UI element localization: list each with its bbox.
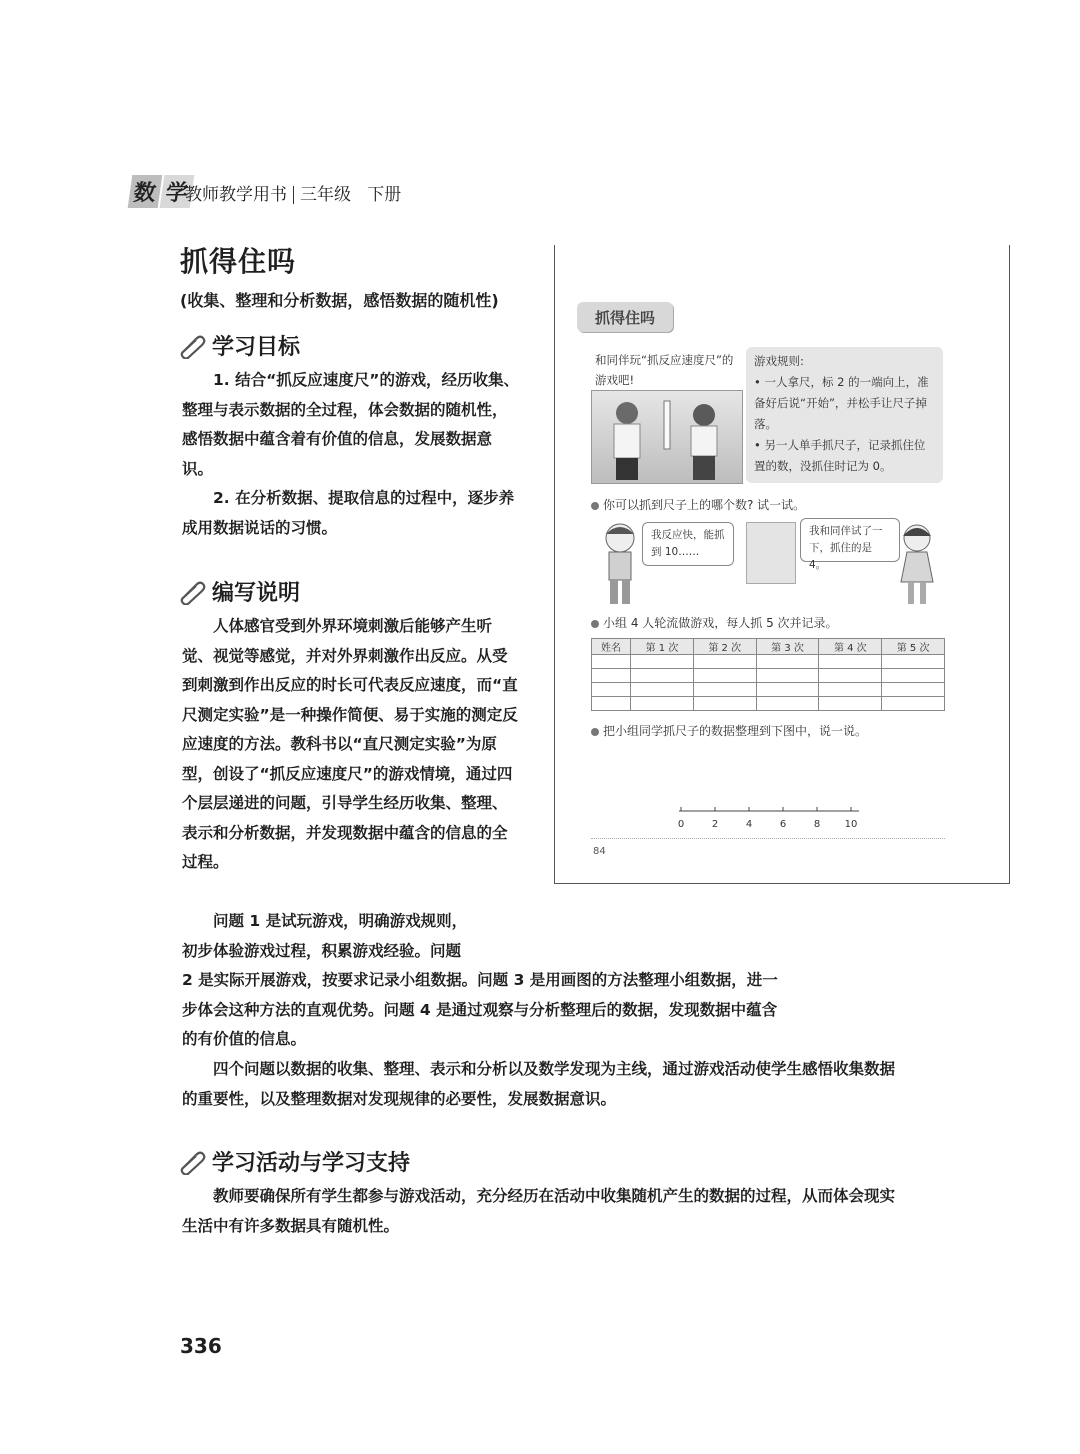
notes-paragraph-1: 人体感官受到外界环境刺激后能够产生听觉、视觉等感觉，并对外界刺激作出反应。从受到刺激到作出反应的时长可代表反应速度，而“直尺测定实验”是一种操作简便、易于实施的测定反应速度的方法。教科书以“直尺测定实验”为原型，创设了“抓反应速度尺”的游戏情境，通过四个层层递进的问题，引导学生经历收集、整理、表示和分析数据，并发现数据中蕴含的信息的全过程。 [182, 617, 518, 871]
table-row [592, 683, 945, 697]
col-header: 第 3 次 [756, 639, 819, 655]
question-2-text: 小组 4 人轮流做游戏，每人抓 5 次并记录。 [603, 616, 838, 630]
rule-1: • 一人拿尺，标 2 的一端向上，准备好后说“开始”，并松手让尺子掉落。 [754, 375, 929, 431]
logo-char-2: 学 [160, 175, 195, 208]
running-header [185, 180, 401, 205]
children-illustration [592, 391, 742, 483]
ruler-illustration [746, 522, 796, 584]
goals-heading-text: 学习目标 [212, 335, 301, 360]
boy-speech-bubble: 我反应快，能抓到 10…… [642, 522, 734, 566]
notes-heading-text: 编写说明 [212, 581, 301, 606]
col-header: 第 1 次 [631, 639, 694, 655]
notes-p2-line-1: 问题 1 是试玩游戏，明确游戏规则， [213, 912, 468, 930]
notes-p2-line-3: 2 是实际开展游戏，按要求记录小组数据。问题 3 是用画图的方法整理小组数据，进一 [182, 971, 778, 989]
girl-speech-bubble: 我和同伴试了一下，抓住的是 4。 [800, 518, 900, 562]
rule-2: • 另一人单手抓尺子，记录抓住位置的数，没抓住时记为 0。 [754, 438, 926, 473]
axis-tick-label: 4 [745, 819, 753, 830]
record-table [591, 638, 945, 711]
question-1-text: 你可以抓到尺子上的哪个数? 试一试。 [603, 498, 806, 512]
paperclip-icon [178, 579, 208, 605]
notes-p2-line-2: 初步体验游戏过程，积累游戏经验。问题 [182, 941, 462, 960]
table-row [592, 697, 945, 711]
table-row [592, 655, 945, 669]
number-line [675, 800, 865, 834]
notes-paragraph-3: 四个问题以数据的收集、整理、表示和分析以及数学发现为主线，通过游戏活动使学生感悟收集数据的重要性，以及整理数据对发现规律的必要性，发展数据意识。 [182, 1060, 896, 1108]
axis-tick-label: 10 [844, 819, 858, 830]
logo-char-1: 数 [128, 175, 163, 208]
bullet-dot [591, 728, 599, 736]
header-divider [293, 186, 294, 204]
page-number: 336 [180, 1334, 222, 1358]
number-line-ticks [678, 807, 858, 830]
bullet-dot [591, 620, 599, 628]
notes-heading [178, 576, 300, 607]
bullet-dot [591, 502, 599, 510]
lesson-title: 抓得住吗 [180, 245, 297, 278]
notes-p2-line-4: 步体会这种方法的直观优势。问题 4 是通过观察与分析整理后的数据，发现数据中蕴含 [182, 1000, 778, 1019]
activities-heading [178, 1146, 410, 1177]
girl-cartoon [895, 520, 940, 610]
rules-title: 游戏规则: [754, 354, 804, 368]
col-header: 第 5 次 [882, 639, 945, 655]
goal-item-2: 2. 在分析数据、提取信息的过程中，逐步养成用数据说话的习惯。 [182, 489, 515, 537]
col-header: 第 2 次 [693, 639, 756, 655]
axis-tick-label: 2 [711, 819, 719, 830]
question-3-text: 把小组同学抓尺子的数据整理到下图中，说一说。 [603, 724, 868, 738]
activities-paragraph: 教师要确保所有学生都参与游戏活动，充分经历在活动中收集随机产生的数据的过程，从而体会现实生活中有许多数据具有随机性。 [182, 1187, 896, 1235]
textbook-intro: 和同伴玩“抓反应速度尺”的游戏吧! [595, 353, 734, 387]
axis-tick-label: 0 [677, 819, 685, 830]
col-header: 第 4 次 [819, 639, 882, 655]
goal-item-1: 1. 结合“抓反应速度尺”的游戏，经历收集、整理与表示数据的全过程，体会数据的随机性，感悟数据中蕴含着有价值的信息，发展数据意识。 [182, 371, 519, 478]
boy-cartoon [595, 520, 645, 610]
textbook-lesson-tab: 抓得住吗 [577, 302, 673, 332]
notes-paragraph-2 [182, 907, 902, 1055]
question-1 [591, 496, 805, 513]
col-header: 姓名 [592, 639, 631, 655]
grade: 三年级 [300, 185, 351, 205]
children-playing-photo [591, 390, 743, 484]
textbook-page-number: 84 [593, 846, 606, 857]
notes-p2-line-5: 的有价值的信息。 [182, 1030, 307, 1048]
question-2 [591, 614, 838, 631]
game-rules-box [746, 347, 943, 483]
activities-heading-text: 学习活动与学习支持 [212, 1151, 411, 1176]
paperclip-icon [178, 333, 208, 359]
subject-logo [130, 176, 192, 206]
lesson-subtitle: (收集、整理和分析数据，感悟数据的随机性) [180, 291, 499, 310]
record-table-header [592, 639, 945, 655]
paperclip-icon [178, 1149, 208, 1175]
goals-heading [178, 330, 300, 361]
volume: 下册 [367, 185, 402, 205]
axis-tick-label: 8 [813, 819, 821, 830]
book-name: 教师教学用书 [185, 185, 287, 205]
table-row [592, 669, 945, 683]
question-3 [591, 722, 867, 739]
axis-tick-label: 6 [779, 819, 787, 830]
footer-rule [591, 838, 945, 839]
